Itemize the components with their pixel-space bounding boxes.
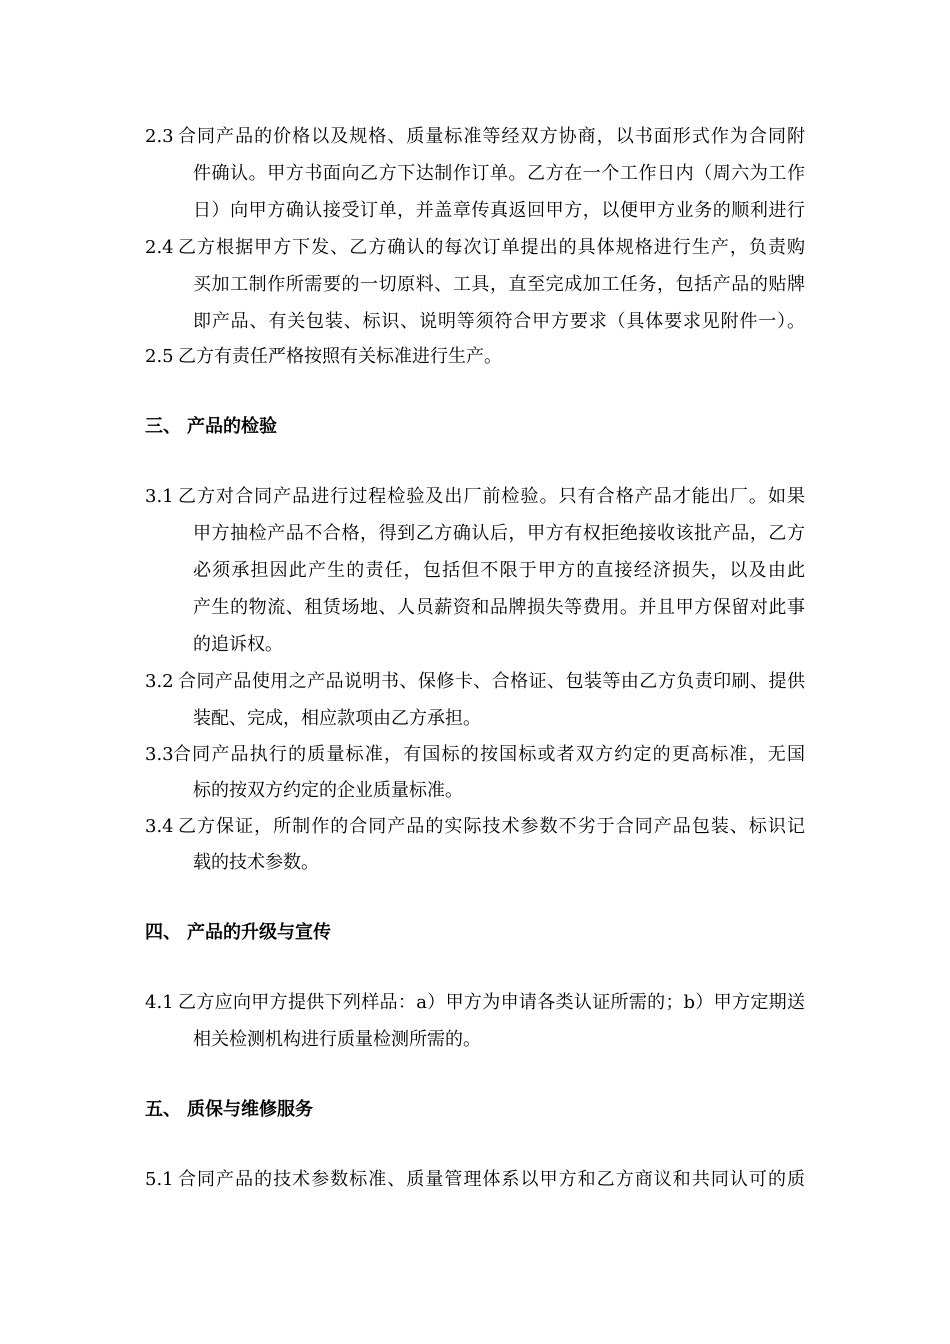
clause-line: 必须承担因此产生的责任，包括但不限于甲方的直接经济损失，以及由此 [193, 560, 805, 581]
clause-text: 乙方有责任严格按照有关标准进行生产。 [178, 346, 502, 367]
clause-number: 2.5 [145, 346, 174, 367]
section-heading-warranty-service [145, 1098, 805, 1122]
clause-line: 甲方抽检产品不合格，得到乙方确认后，甲方有权拒绝接收该批产品，乙方 [193, 523, 805, 544]
clause-line: 载的技术参数。 [193, 852, 319, 873]
clause-first-line [145, 236, 805, 260]
clause-first-line [145, 1168, 805, 1192]
clause-line: 日）向甲方确认接受订单，并盖章传真返回甲方，以便甲方业务的顺利进行 [193, 200, 805, 221]
section-number: 五、 [145, 1099, 181, 1120]
clause-text: 合同产品的价格以及规格、质量标准等经双方协商，以书面形式作为合同附 [178, 126, 805, 147]
clause-number: 5.1 [145, 1169, 174, 1190]
section-heading-upgrade-promotion [145, 921, 805, 945]
clause-first-line [145, 991, 805, 1015]
section-title: 质保与维修服务 [187, 1099, 313, 1120]
clause-number: 3.2 [145, 671, 174, 692]
clause-number: 4.1 [145, 992, 174, 1013]
clause-first-line [145, 670, 805, 694]
section-number: 四、 [145, 922, 181, 943]
clause-number: 2.4 [145, 237, 174, 258]
clause-line: 买加工制作所需要的一切原料、工具，直至完成加工任务，包括产品的贴牌 [193, 274, 805, 295]
clause-text: 合同产品的技术参数标准、质量管理体系以甲方和乙方商议和共同认可的质 [178, 1169, 805, 1190]
clause-first-line [145, 485, 805, 509]
clause-text: 乙方保证，所制作的合同产品的实际技术参数不劣于合同产品包装、标识记 [178, 816, 805, 837]
clause-line: 相关检测机构进行质量检测所需的。 [193, 1029, 481, 1050]
section-title: 产品的检验 [187, 416, 277, 437]
clause-first-line [145, 345, 805, 369]
clause-text: 合同产品使用之产品说明书、保修卡、合格证、包装等由乙方负责印刷、提供 [178, 671, 805, 692]
clause-number: 3.3 [145, 744, 174, 765]
clause-number: 3.4 [145, 816, 174, 837]
clause-number: 2.3 [145, 126, 174, 147]
clause-text: 合同产品执行的质量标准，有国标的按国标或者双方约定的更高标准，无国 [173, 744, 805, 765]
section-number: 三、 [145, 416, 181, 437]
clause-line: 件确认。甲方书面向乙方下达制作订单。乙方在一个工作日内（周六为工作 [193, 163, 805, 184]
clause-line: 即产品、有关包装、标识、说明等须符合甲方要求（具体要求见附件一）。 [193, 311, 805, 332]
clause-text: 乙方对合同产品进行过程检验及出厂前检验。只有合格产品才能出厂。如果 [178, 486, 805, 507]
clause-line: 产生的物流、租赁场地、人员薪资和品牌损失等费用。并且甲方保留对此事 [193, 597, 805, 618]
section-title: 产品的升级与宣传 [187, 922, 331, 943]
clause-line: 的追诉权。 [193, 634, 283, 655]
clause-number: 3.1 [145, 486, 174, 507]
section-heading-inspection [145, 415, 805, 439]
clause-text: 乙方应向甲方提供下列样品：a）甲方为申请各类认证所需的；b）甲方定期送 [178, 992, 805, 1013]
clause-text: 乙方根据甲方下发、乙方确认的每次订单提出的具体规格进行生产，负责购 [178, 237, 805, 258]
clause-first-line [145, 743, 805, 767]
clause-first-line [145, 125, 805, 149]
clause-line: 标的按双方约定的企业质量标准。 [193, 780, 463, 801]
clause-first-line [145, 815, 805, 839]
clause-line: 装配、完成，相应款项由乙方承担。 [193, 708, 481, 729]
